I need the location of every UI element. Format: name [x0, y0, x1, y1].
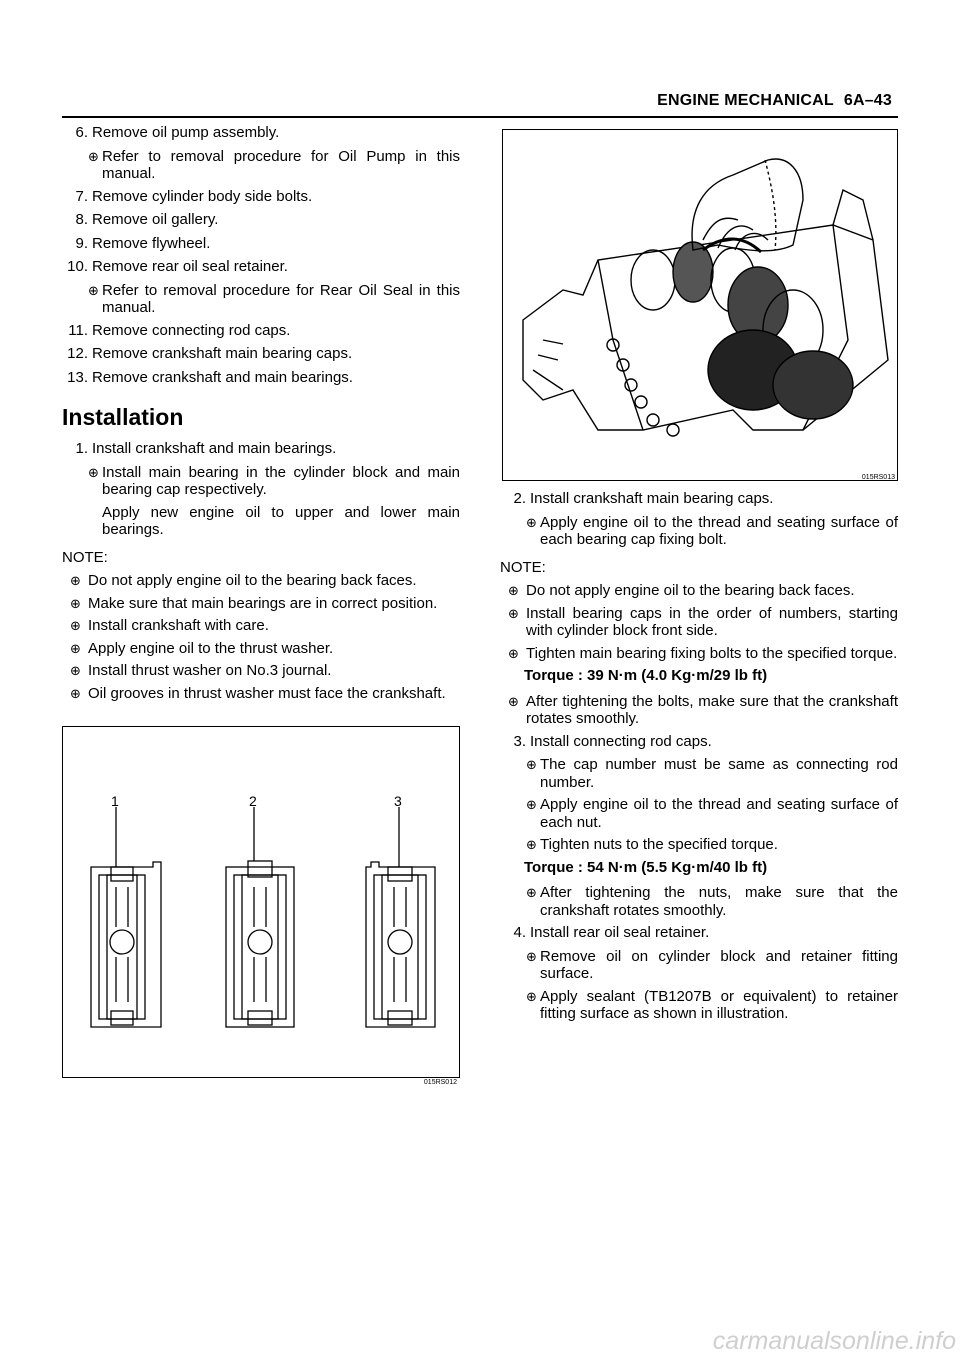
bullet-icon: ⊕ — [526, 885, 537, 900]
removal-step — [62, 258, 460, 276]
bullet-text: The cap number must be same as connecting rod number. — [540, 756, 898, 791]
bullet-text: Make sure that main bearings are in correct position. — [88, 594, 438, 612]
step-text: Remove oil gallery. — [92, 211, 219, 228]
crankshaft-figure — [502, 129, 898, 481]
installation-heading: Installation — [62, 404, 184, 430]
removal-step — [62, 188, 460, 206]
note-item — [70, 685, 460, 703]
step-number: 2. — [513, 490, 526, 507]
bullet-icon: ⊕ — [526, 757, 537, 772]
step-text: Remove rear oil seal retainer. — [92, 258, 288, 275]
header-title — [657, 92, 892, 110]
step-text: Remove flywheel. — [92, 234, 211, 252]
note-item — [70, 572, 460, 590]
step-text: Remove cylinder body side bolts. — [92, 187, 313, 205]
bullet-item — [526, 948, 898, 983]
step-number: 3. — [513, 732, 526, 750]
bullet-icon: ⊕ — [88, 282, 99, 298]
bullet-icon: ⊕ — [526, 514, 537, 530]
bearing-cap-3 — [366, 807, 435, 1027]
note-label: NOTE: — [500, 558, 546, 576]
bearing-caps-figure — [62, 726, 460, 1086]
crankshaft-illustration — [503, 130, 897, 480]
install-step-4 — [500, 924, 898, 942]
callout-label-2: 2 — [249, 793, 257, 809]
install-step-2 — [500, 490, 898, 508]
bullet-text: Tighten nuts to the specified torque. — [540, 836, 778, 853]
bullet-text: Apply engine oil to the thread and seating surface of each nut. — [540, 796, 898, 831]
bullet-icon: ⊕ — [70, 618, 81, 633]
callout-label-1: 1 — [111, 793, 119, 809]
step-number: 8. — [75, 211, 88, 228]
removal-step — [62, 369, 460, 387]
removal-steps — [62, 124, 460, 386]
bullet-item — [526, 756, 898, 791]
step-number: 12. — [67, 345, 88, 362]
step-text: Install connecting rod caps. — [530, 732, 712, 750]
bullet-icon: ⊕ — [70, 595, 81, 611]
bullet-icon: ⊕ — [526, 948, 537, 964]
bearing-caps-illustration — [63, 727, 459, 1077]
bullet-text: Apply engine oil to the thread and seating surface of each bearing cap fixing bolt. — [540, 513, 898, 548]
bullet-text: Install bearing caps in the order of numbers, starting with cylinder block front side. — [526, 604, 898, 639]
step-text: Remove crankshaft and main bearings. — [92, 368, 353, 386]
bullet-icon: ⊕ — [70, 663, 81, 678]
bullet-icon: ⊕ — [526, 837, 537, 852]
install-step-1 — [62, 440, 460, 458]
bullet-item — [526, 514, 898, 549]
note-item — [70, 617, 460, 635]
torque-spec: Torque : 54 N·m (5.5 Kg·m/40 lb ft) — [524, 858, 768, 876]
step-number: 1. — [75, 440, 88, 457]
bullet-icon: ⊕ — [70, 685, 81, 701]
note-item — [70, 595, 460, 613]
note-item — [70, 662, 460, 680]
step-number: 11. — [68, 321, 88, 339]
note-item — [508, 693, 898, 728]
bullet-item — [526, 884, 898, 919]
bullet-item — [526, 796, 898, 831]
bullet-icon: ⊕ — [88, 148, 99, 164]
note-item — [508, 582, 898, 600]
bullet-text: Tighten main bearing fixing bolts to the specified torque. — [526, 644, 898, 662]
bullet-text: Remove oil on cylinder block and retainer fitting surface. — [540, 947, 898, 982]
bullet-item — [88, 464, 460, 499]
step-number: 9. — [75, 234, 88, 252]
note-item — [70, 640, 460, 658]
bullet-text: Apply engine oil to the thrust washer. — [88, 639, 334, 657]
note-list — [500, 582, 898, 662]
note-item — [508, 645, 898, 663]
removal-step — [62, 345, 460, 363]
callout-label-3: 3 — [394, 793, 402, 809]
bullet-text: Apply sealant (TB1207B or equivalent) to retainer fitting surface as shown in illustration. — [540, 987, 898, 1022]
bullet-text: Install crankshaft with care. — [88, 617, 269, 634]
bullet-text: Refer to removal procedure for Oil Pump in this manual. — [102, 147, 460, 182]
page-number: 6A–43 — [843, 92, 892, 109]
note-label: NOTE: — [62, 548, 108, 566]
bullet-item — [526, 988, 898, 1023]
note-text: After tightening the bolts, make sure that the crankshaft rotates smoothly. — [526, 692, 898, 727]
install-step-3 — [500, 733, 898, 751]
step-text: Install crankshaft main bearing caps. — [530, 490, 774, 507]
bullet-icon: ⊕ — [508, 605, 519, 621]
bullet-text: Refer to removal procedure for Rear Oil Seal in this manual. — [102, 281, 460, 316]
page-header — [62, 90, 898, 118]
step-text: Remove oil pump assembly. — [92, 124, 280, 141]
removal-step — [62, 211, 460, 229]
removal-step — [62, 322, 460, 340]
right-column — [500, 490, 898, 1028]
bullet-item — [88, 282, 460, 317]
step-text: Remove crankshaft main bearing caps. — [92, 345, 353, 362]
watermark: carmanualsonline.info — [712, 1327, 956, 1355]
bullet-item — [88, 148, 460, 183]
bullet-list — [500, 756, 898, 854]
bullet-icon: ⊕ — [526, 988, 537, 1004]
figure-id: 015RS012 — [423, 1079, 457, 1086]
step-text: Install rear oil seal retainer. — [530, 924, 710, 941]
step-number: 10. — [67, 258, 88, 275]
torque-spec: Torque : 39 N·m (4.0 Kg·m/29 lb ft) — [524, 667, 768, 684]
bullet-icon: ⊕ — [88, 464, 99, 480]
step-number: 4. — [513, 924, 526, 941]
bullet-text: Do not apply engine oil to the bearing back faces. — [88, 572, 417, 589]
bullet-icon: ⊕ — [508, 645, 519, 661]
bullet-icon: ⊕ — [70, 640, 81, 656]
bearing-cap-1 — [91, 807, 161, 1027]
removal-step — [62, 235, 460, 253]
section-title: ENGINE MECHANICAL — [657, 92, 834, 109]
step-text: Remove connecting rod caps. — [92, 321, 291, 339]
step-number: 13. — [67, 368, 88, 386]
step-text: Install crankshaft and main bearings. — [92, 440, 337, 457]
bullet-icon: ⊕ — [526, 797, 537, 812]
bearing-cap-2 — [226, 807, 294, 1027]
bullet-text: Install main bearing in the cylinder block and main bearing cap respectively. — [102, 463, 460, 498]
bullet-icon: ⊕ — [508, 583, 519, 598]
step-subtext: Apply new engine oil to upper and lower main bearings. — [102, 503, 460, 538]
note-item — [508, 605, 898, 640]
bullet-text: Do not apply engine oil to the bearing back faces. — [526, 582, 855, 599]
removal-step — [62, 124, 460, 142]
step-number: 6. — [75, 124, 88, 141]
bullet-text: Install thrust washer on No.3 journal. — [88, 662, 332, 679]
bullet-text: After tightening the nuts, make sure that the crankshaft rotates smoothly. — [540, 884, 898, 919]
bullet-icon: ⊕ — [70, 573, 81, 588]
note-list — [62, 572, 460, 702]
bullet-icon: ⊕ — [508, 693, 519, 709]
bullet-text: Oil grooves in thrust washer must face the crankshaft. — [88, 684, 446, 702]
figure-id: 015RS013 — [861, 474, 895, 481]
bullet-item — [526, 836, 898, 854]
bullet-list — [500, 948, 898, 1023]
left-column — [62, 124, 460, 707]
step-number: 7. — [75, 187, 88, 205]
